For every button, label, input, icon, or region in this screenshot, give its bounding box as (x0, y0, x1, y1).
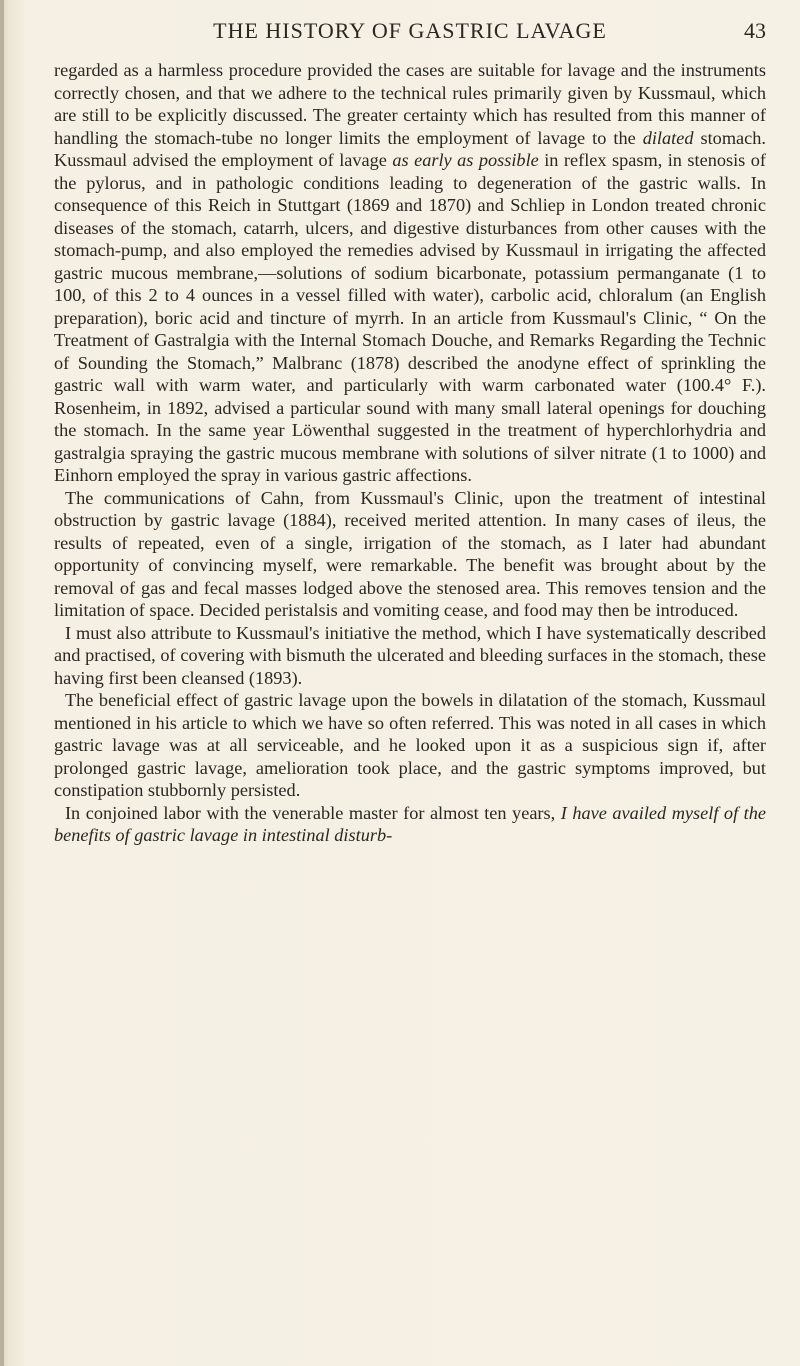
paragraph-3 (54, 622, 766, 690)
text-run: regarded as a harmless procedure provided the cases are suitable for lavage and the instruments correctly chosen, and that we adhere to the technical rules primarily given by Kussmaul, which are still to be explicitly discussed. The greater certainty which has resulted from this manner of handling the stomach-tube no longer limits the employment of lavage to the (54, 60, 766, 148)
text-run: In conjoined labor with the venerable master for almost ten years, (64, 802, 561, 823)
text-run: The communications of Cahn, from Kussmaul's Clinic, upon the treatment of intestinal obstruction by gastric lavage (1884), received merited attention. In many cases of ileus, the results of repeated, even of a single, irrigation of the stomach, as I later had abundant opportunity of convincing myself, were remarkable. The benefit was brought about by the removal of gas and fecal masses lodged above the stenosed area. This removes tension and the limitation of space. Decided peristalsis and vomiting cease, and food may then be introduced. (54, 487, 766, 620)
paragraph-1 (54, 59, 766, 487)
italic-run: I have availed myself of the benefits of gastric lavage in intestinal disturb- (54, 802, 766, 845)
running-title: THE HISTORY OF GASTRIC LAVAGE (213, 18, 607, 43)
body-text (54, 59, 766, 847)
text-run: The beneficial effect of gastric lavage upon the bowels in dilatation of the stomach, Kussmaul mentioned in his article to which we have so often referred. This was noted in all cases in which gastric lavage was at all serviceable, and he looked upon it as a suspicious sign if, after prolonged gastric lavage, amelioration took place, and the gastric symptoms improved, but constipation stubbornly persisted. (54, 690, 766, 800)
text-run: stomach. Kussmaul advised the employment of lavage (54, 127, 766, 170)
text-run: in reflex spasm, in stenosis of the pylorus, and in pathologic conditions leading to degeneration of the gastric walls. In consequence of this Reich in Stuttgart (1869 and 1870) and Schliep in London treated chronic diseases of the stomach, catarrh, ulcers, and digestive disturbances from other causes with the stomach-pump, and also employed the remedies advised by Kussmaul in irrigating the affected gastric mucous membrane,—solutions of sodium bicarbonate, potassium permanganate (1 to 100, of this 2 to 4 ounces in a vessel filled with water), carbolic acid, chloralum (an English preparation), boric acid and tincture of myrrh. In an article from Kussmaul's Clinic, “ On the Treatment of Gastralgia with the Internal Stomach Douche, and Remarks Regarding the Technic of Sounding the Stomach,” Malbranc (1878) described the anodyne effect of sprinkling the gastric wall with warm water, and particularly with warm carbonated water (100.4° F.). Rosenheim, in 1892, advised a particular sound with many small lateral openings for douching the stomach. In the same year Löwenthal suggested in the treatment of hyperchlorhydria and gastralgia spraying the gastric mucous membrane with solutions of silver nitrate (1 to 1000) and Einhorn employed the spray in various gastric affections. (54, 150, 766, 485)
running-head (54, 10, 766, 50)
paragraph-2 (54, 487, 766, 622)
italic-run: as early as possible (392, 150, 539, 170)
page-number: 43 (744, 18, 766, 43)
italic-run: dilated (642, 127, 694, 148)
binding-edge (0, 0, 4, 1366)
paragraph-4 (54, 689, 766, 802)
paragraph-5 (54, 802, 766, 847)
text-run: I must also attribute to Kussmaul's initiative the method, which I have systematically described and practised, of covering with bismuth the ulcerated and bleeding surfaces in the stomach, these having first been cleansed (1893). (54, 622, 766, 688)
